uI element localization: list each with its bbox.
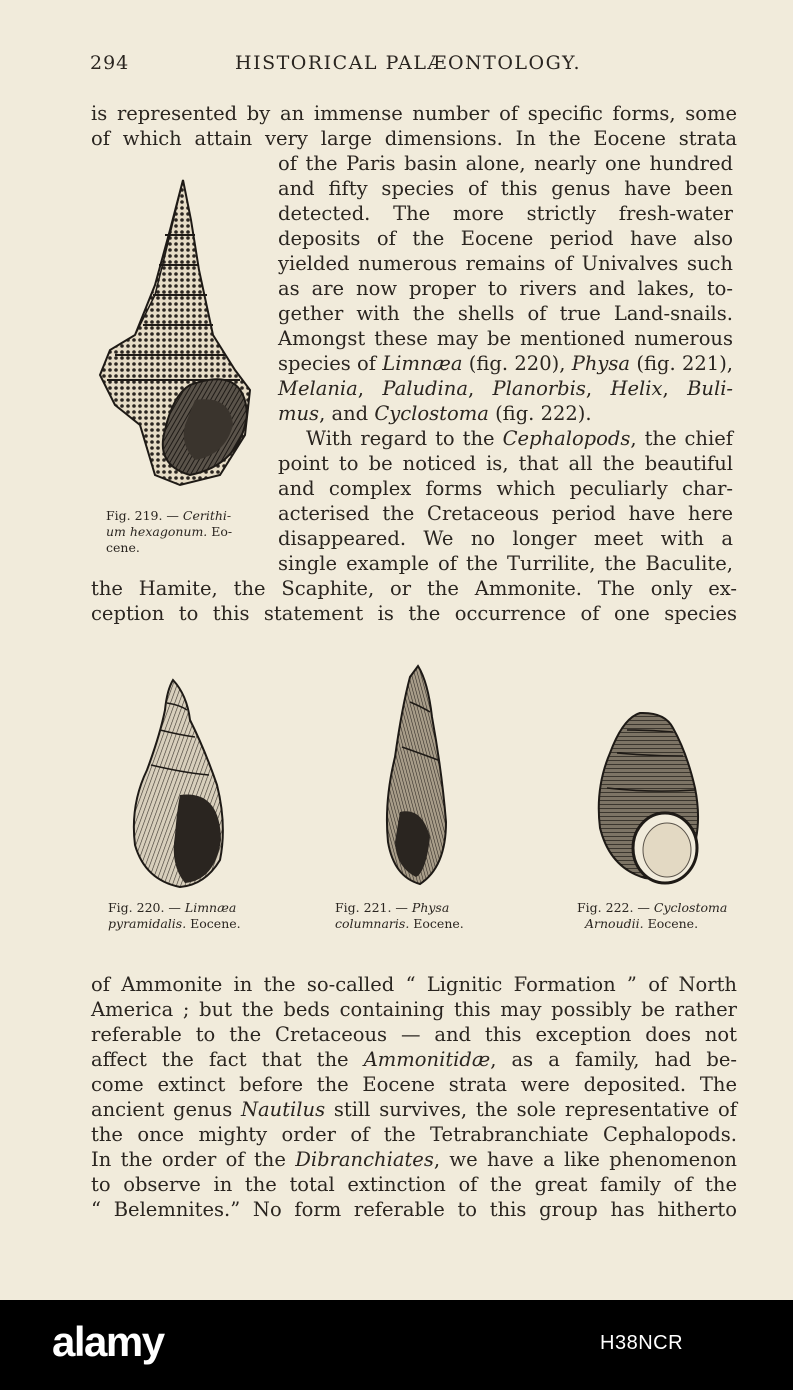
limnaea-shell-illustration	[125, 675, 230, 895]
alamy-logo: alamy	[52, 1318, 164, 1365]
text-line: affect the fact that the Ammonitidæ, as a family, had be-	[91, 1048, 737, 1071]
text-line: of which attain very large dimensions. In the Eocene strata	[91, 127, 737, 150]
text-line: ancient genus Nautilus still survives, the sole representative of	[91, 1098, 737, 1121]
text-line: yielded numerous remains of Univalves such	[278, 252, 733, 275]
text-line: referable to the Cretaceous — and this exception does not	[91, 1023, 737, 1046]
text-line: to observe in the total extinction of the great family of the	[91, 1173, 737, 1196]
text-line: deposits of the Eocene period have also	[278, 227, 733, 250]
running-head: HISTORICAL PALÆONTOLOGY.	[235, 52, 582, 74]
text-line: and complex forms which peculiarly char-	[278, 477, 733, 500]
text-line: species of Limnæa (fig. 220), Physa (fig. 221),	[278, 352, 734, 375]
figure-220-caption: Fig. 220. — Limnæa pyramidalis. Eocene.	[108, 900, 241, 931]
text-line: In the order of the Dibranchiates, we have a like phenomenon	[91, 1148, 737, 1171]
text-line: mus, and Cyclostoma (fig. 222).	[278, 402, 592, 425]
text-line: of Ammonite in the so-called “ Lignitic Formation ” of North	[91, 973, 737, 996]
text-line: detected. The more strictly fresh-water	[278, 202, 733, 225]
text-line: the once mighty order of the Tetrabranchiate Cephalopods.	[91, 1123, 737, 1146]
page-header	[90, 52, 740, 82]
text-line: With regard to the Cephalopods, the chief	[306, 427, 733, 450]
text-line: single example of the Turrilite, the Baculite,	[278, 552, 733, 575]
figure-221-caption: Fig. 221. — Physa columnaris. Eocene.	[335, 900, 464, 931]
text-line: acterised the Cretaceous period have here	[278, 502, 733, 525]
text-line: of the Paris basin alone, nearly one hundred	[278, 152, 733, 175]
figure-222-caption: Fig. 222. — Cyclostoma Arnoudii. Eocene.	[577, 900, 728, 931]
cerithium-shell-illustration	[95, 175, 255, 495]
text-line: and fifty species of this genus have been	[278, 177, 733, 200]
page-number: 294	[90, 52, 130, 74]
figure-219-caption: Fig. 219. — Cerithi- um hexagonum. Eo- cene.	[106, 508, 233, 555]
cyclostoma-shell-illustration	[595, 708, 705, 888]
image-id: H38NCR	[600, 1332, 684, 1354]
text-line: point to be noticed is, that all the beautiful	[278, 452, 733, 475]
text-line: the Hamite, the Scaphite, or the Ammonite. The only ex-	[91, 577, 737, 600]
text-line: is represented by an immense number of specific forms, some	[91, 102, 737, 125]
text-line: Melania, Paludina, Planorbis, Helix, Buli-	[278, 377, 734, 400]
text-line: as are now proper to rivers and lakes, to-	[278, 277, 733, 300]
text-line: ception to this statement is the occurrence of one species	[91, 602, 737, 625]
text-line: disappeared. We no longer meet with a	[278, 527, 733, 550]
physa-shell-illustration	[380, 662, 455, 892]
text-line: Amongst these may be mentioned numerous	[278, 327, 733, 350]
text-line: gether with the shells of true Land-snails.	[278, 302, 733, 325]
text-line: “ Belemnites.” No form referable to this group has hitherto	[91, 1198, 737, 1221]
text-line: America ; but the beds containing this may possibly be rather	[91, 998, 737, 1021]
text-line: come extinct before the Eocene strata were deposited. The	[91, 1073, 737, 1096]
